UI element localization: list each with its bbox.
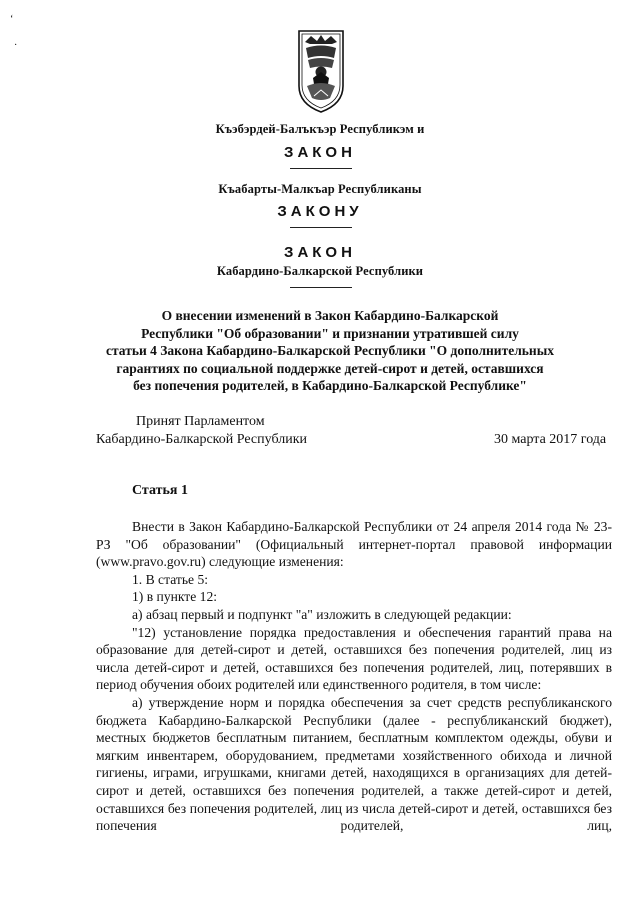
scan-speck: · bbox=[14, 40, 18, 51]
article-paragraph: а) утверждение норм и порядка обеспечения за счет средств республиканского бюджета Кабардино-Балкарской Республики (далее - республиканский бюджет), местных бюджетов бесплатным питанием, бесплатным комплектом одежды, обуви и мягким инвентарем, оборудованием, предметами хозяйственного обихода и личной гигиены, играми, игрушками, книгами детей, находящихся в организациях для детей-сирот и детей, оставшихся без попечения родителей, а также детей-сирот и детей, оставшихся без попечения родителей, лиц из числа детей-сирот и детей, оставшихся без попечения родителей, лиц, bbox=[96, 694, 612, 834]
law-title-line: без попечения родителей, в Кабардино-Балкарской Республике" bbox=[133, 378, 527, 393]
law-title bbox=[70, 307, 590, 395]
kabardian-law-title: ЗАКОН bbox=[284, 144, 356, 161]
balkar-header: Къабарты-Малкъар Республиканы bbox=[218, 182, 422, 196]
divider bbox=[290, 227, 352, 228]
kabardian-header: Къэбэрдей-Балъкъэр Республикэм и bbox=[215, 122, 425, 136]
law-title-line: О внесении изменений в Закон Кабардино-Балкарской bbox=[161, 308, 499, 323]
article-paragraph: 1) в пункте 12: bbox=[132, 589, 218, 605]
russian-law-title: ЗАКОН bbox=[284, 244, 356, 261]
adoption-date: 30 марта 2017 года bbox=[494, 432, 607, 447]
article-paragraph: Внести в Закон Кабардино-Балкарской Республики от 24 апреля 2014 года № 23-РЗ "Об образовании" (Официальный интернет-портал правовой информации (www.pravo.gov.ru) следующие изменения: bbox=[96, 519, 612, 570]
divider bbox=[290, 287, 352, 288]
article-paragraph: а) абзац первый и подпункт "а" изложить в следующей редакции: bbox=[132, 606, 512, 622]
balkar-law-title: ЗАКОНУ bbox=[277, 203, 363, 220]
article-heading: Статья 1 bbox=[132, 483, 188, 498]
adopted-by-body: Кабардино-Балкарской Республики bbox=[96, 432, 307, 447]
law-title-line: статьи 4 Закона Кабардино-Балкарской Республики "О дополнительных bbox=[106, 343, 554, 358]
article-paragraph: 1. В статье 5: bbox=[132, 571, 209, 587]
article-body bbox=[96, 518, 612, 835]
law-title-line: Республики "Об образовании" и признании утратившей силу bbox=[141, 325, 519, 341]
law-title-line: гарантиях по социальной поддержке детей-сирот и детей, оставшихся bbox=[116, 360, 544, 376]
adopted-by: Принят Парламентом bbox=[136, 414, 265, 429]
scan-speck: ʻ bbox=[10, 14, 14, 25]
russian-header: Кабардино-Балкарской Республики bbox=[216, 264, 424, 278]
coat-of-arms-emblem bbox=[296, 28, 346, 114]
article-paragraph: "12) установление порядка предоставления и обеспечения гарантий права на образование для детей-сирот и детей, оставшихся без попечения родителей, лиц из числа детей-сирот и детей, оставшихся без попечения родителей, лиц, потерявших в период обучения обоих родителей или единственного родителя, в том числе: bbox=[96, 624, 612, 693]
divider bbox=[290, 168, 352, 169]
